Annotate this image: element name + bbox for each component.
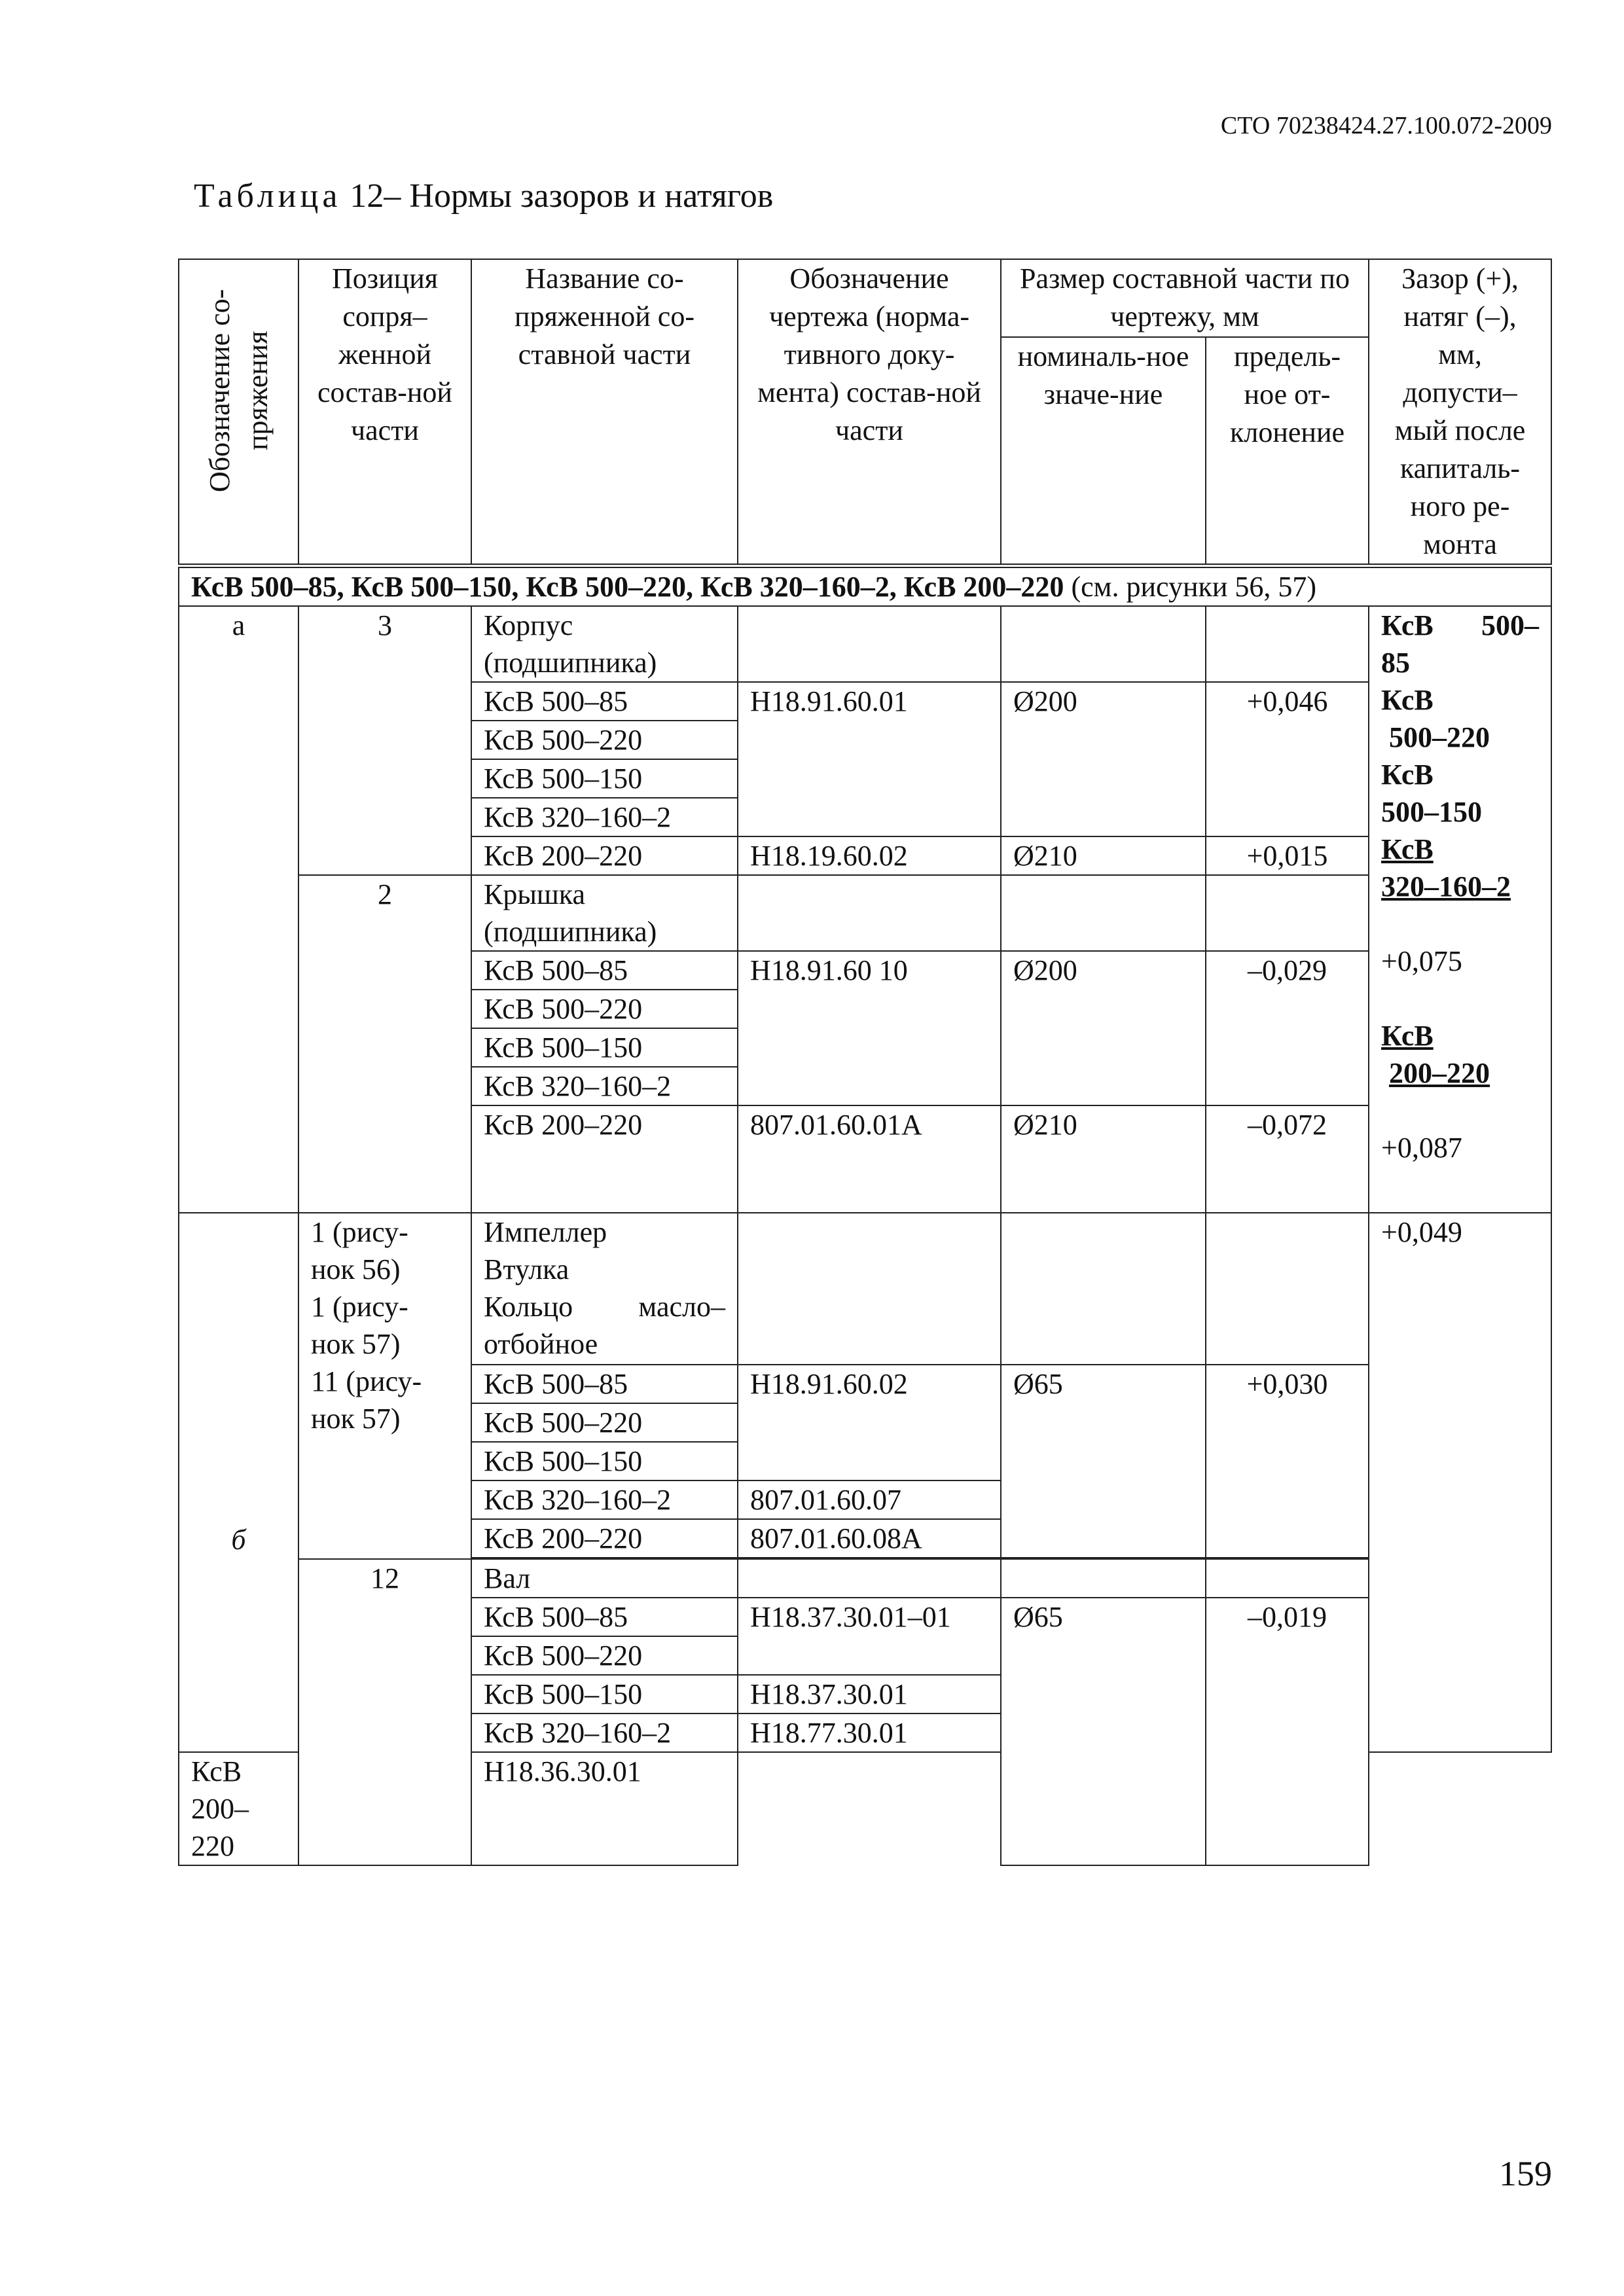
table-row-model: КсВ 500–85	[471, 1365, 738, 1403]
deviation-value: +0,046	[1206, 682, 1369, 836]
nominal-value: Ø65	[1001, 1598, 1206, 1865]
section-a-position-1: 3	[298, 606, 471, 875]
deviation-value: –0,029	[1206, 951, 1369, 1105]
nominal-value: Ø65	[1001, 1365, 1206, 1558]
group-row	[179, 566, 1551, 607]
section-b-position-1: 1 (рису- нок 56) 1 (рису- нок 57) 11 (рису- нок 57)	[298, 1213, 471, 1559]
section-a-code: а	[179, 606, 298, 1213]
table-row-model: КсВ 320–160–2	[471, 1480, 738, 1519]
drawing-number: Н18.77.30.01	[738, 1713, 1001, 1752]
group-figures: (см. рисунки 56, 57)	[1064, 571, 1317, 603]
section-a-value-2: +0,087	[1381, 1132, 1462, 1164]
header-drawing: Обозначение чертежа (норма-тивного доку-мента) состав-ной части	[738, 259, 1001, 566]
section-a-position-2: 2	[298, 875, 471, 1213]
drawing-number: Н18.91.60.02	[738, 1365, 1001, 1480]
table-row-model: КсВ 500–85	[471, 682, 738, 721]
deviation-value: +0,015	[1206, 836, 1369, 875]
drawing-number: 807.01.60.08А	[738, 1519, 1001, 1558]
nominal-value: Ø200	[1001, 682, 1206, 836]
table-row-model: КсВ 500–150	[471, 1028, 738, 1067]
section-b-part-2: Вал	[471, 1559, 738, 1598]
section-a-part-2: Крышка (подшипника)	[471, 875, 738, 951]
drawing-number: 807.01.60.01А	[738, 1105, 1001, 1213]
drawing-number: Н18.37.30.01	[738, 1675, 1001, 1713]
header-size-group: Размер составной части по чертежу, мм	[1001, 259, 1369, 337]
section-b-code: б	[179, 1213, 298, 1752]
table-title-text: 12– Нормы зазоров и натягов	[350, 177, 774, 215]
table-title	[194, 177, 773, 215]
section-b-clearance: +0,049	[1369, 1213, 1551, 1752]
header-part-name: Название со-пряженной со-ставной части	[471, 259, 738, 566]
drawing-number: Н18.36.30.01	[471, 1752, 738, 1865]
table-row-model: КсВ 500–220	[471, 721, 738, 759]
drawing-number: 807.01.60.07	[738, 1480, 1001, 1519]
table-row-model: КсВ 500–220	[471, 1403, 738, 1442]
norms-table	[178, 259, 1552, 1866]
table-row-model: КсВ 500–150	[471, 1442, 738, 1480]
drawing-number: Н18.19.60.02	[738, 836, 1001, 875]
table-row-model: КсВ 500–150	[471, 759, 738, 798]
deviation-value: –0,019	[1206, 1598, 1369, 1865]
table-row-model: КсВ 500–150	[471, 1675, 738, 1713]
table-row-model: КсВ 200–220	[471, 1519, 738, 1558]
drawing-number: Н18.37.30.01–01	[738, 1598, 1001, 1675]
group-models: КсВ 500–85, КсВ 500–150, КсВ 500–220, КсВ 320–160–2, КсВ 200–220	[191, 571, 1064, 603]
nominal-value: Ø210	[1001, 1105, 1206, 1213]
section-a-value-1: +0,075	[1381, 945, 1462, 977]
page-number: 159	[1499, 2154, 1552, 2193]
header-mating-code: Обозначение со-пряжения	[179, 259, 298, 566]
header-nominal: номиналь-ное значе-ние	[1001, 337, 1206, 565]
header-position: Позиция сопря–женной состав-ной части	[298, 259, 471, 566]
table-row-model: КсВ 200–220	[471, 1105, 738, 1213]
table-row-model: КсВ 200–220	[179, 1752, 298, 1865]
table-row-model: КсВ 320–160–2	[471, 798, 738, 836]
section-b-parts: Импеллер Втулка Кольцо масло– отбойное	[471, 1213, 738, 1365]
section-a-clearance: КсВ 500– 85 КсВ 500–220 КсВ 500–150 КсВ 320–160–2 +0,075 КсВ 200–220 +0,087	[1369, 606, 1551, 1213]
nominal-value: Ø200	[1001, 951, 1206, 1105]
drawing-number: Н18.91.60 10	[738, 951, 1001, 1105]
table-row-model: КсВ 500–85	[471, 1598, 738, 1636]
nominal-value: Ø210	[1001, 836, 1206, 875]
table-row-model: КсВ 500–85	[471, 951, 738, 990]
table-row-model: КсВ 500–220	[471, 990, 738, 1028]
deviation-value: +0,030	[1206, 1365, 1369, 1558]
deviation-value: –0,072	[1206, 1105, 1369, 1213]
document-code: СТО 70238424.27.100.072-2009	[1220, 112, 1552, 139]
table-row-model: КсВ 200–220	[471, 836, 738, 875]
header-clearance: Зазор (+), натяг (–), мм, допусти–мый после капиталь-ного ре-монта	[1369, 259, 1551, 566]
table-title-label: Таблица	[194, 177, 342, 215]
section-b-position-2: 12	[298, 1559, 471, 1865]
table-row-model: КсВ 500–220	[471, 1636, 738, 1675]
drawing-number: Н18.91.60.01	[738, 682, 1001, 836]
table-row-model: КсВ 320–160–2	[471, 1067, 738, 1105]
section-a-part-1: Корпус (подшипника)	[471, 606, 738, 682]
table-row-model: КсВ 320–160–2	[471, 1713, 738, 1752]
header-deviation: предель-ное от-клонение	[1206, 337, 1369, 565]
